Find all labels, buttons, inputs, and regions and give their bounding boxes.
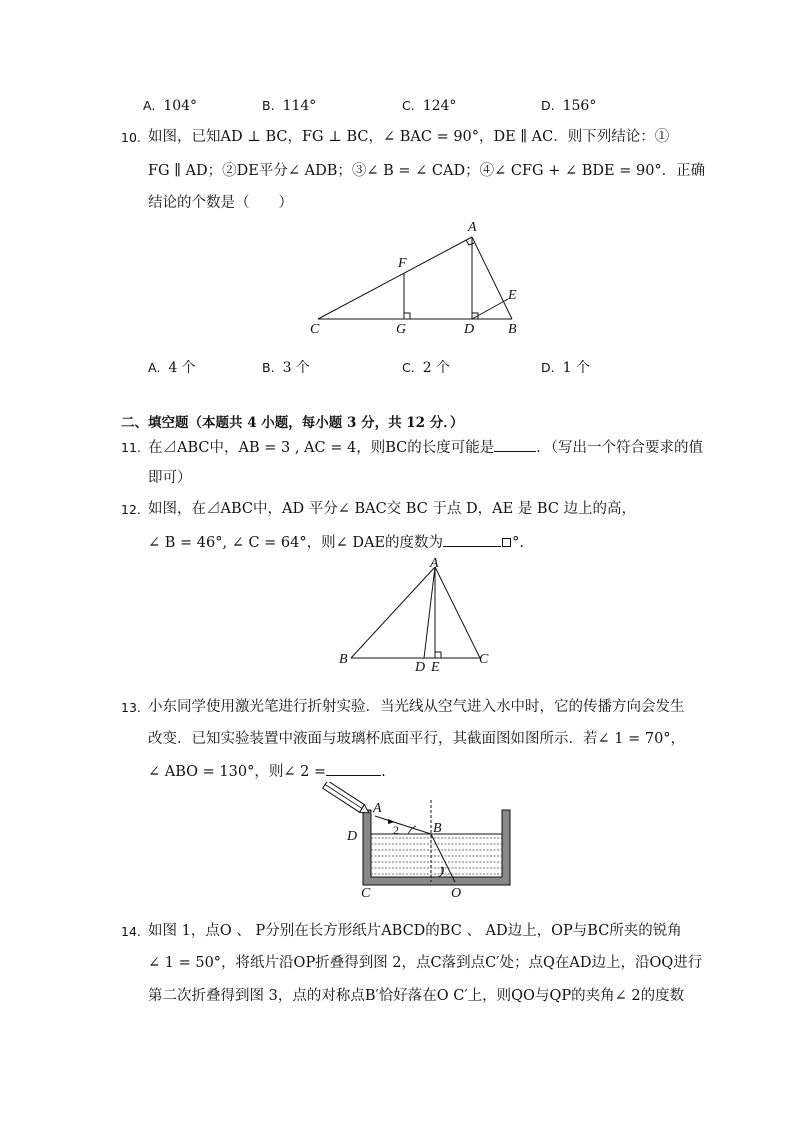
q10-option-a: A. 4 个 [148,360,196,376]
q14-number: 14. [121,924,141,939]
q12-label-c: C [479,652,489,667]
q12-number: 12. [121,502,141,517]
q11-number: 11. [121,440,141,455]
q10-line2: FG ∥ AD；②DE平分∠ ADB；③∠ B = ∠ CAD；④∠ CFG + ∠ BDE = 90°．正确 [148,163,706,179]
q13-label-o: O [451,886,462,900]
q12-label-e: E [431,660,440,675]
q10-option-d: D. 1 个 [541,360,590,376]
q10-label-f: F [398,256,407,271]
q13-answer-blank[interactable] [326,761,381,776]
q10-label-e: E [508,288,517,303]
q10-triangle-figure [300,215,540,340]
q10-label-d: D [464,322,475,337]
q13-label-2: 2 [393,823,399,837]
q13-line3: ∠ ABO = 130°，则∠ 2 = . [148,761,386,782]
q12-label-a: A [430,556,439,571]
q10-option-b: B. 3 个 [262,360,310,376]
laser-pen-icon [323,782,372,817]
q13-label-a: A [373,801,382,816]
q13-line1: 小东同学使用激光笔进行折射实验．当光线从空气进入水中时，它的传播方向会发生 [148,699,685,715]
q10-line1: 如图，已知AD ⊥ BC，FG ⊥ BC，∠ BAC = 90°，DE ∥ AC．则下列结论：① [148,129,670,145]
q13-label-d: D [347,829,358,844]
q14-line2: ∠ 1 = 50°，将纸片沿OP折叠得到图 2，点C落到点C′处；点Q在AD边上，沿OQ进行 [148,955,703,971]
q13-label-c: C [361,886,371,900]
q11-answer-blank[interactable] [494,437,536,452]
q12-triangle-figure [335,555,495,675]
q10-number: 10. [121,130,141,145]
q10-option-c: C. 2 个 [402,360,451,376]
q13-label-1: 1 [439,863,445,877]
q9-option-d: D. 156° [541,98,597,114]
q12-label-b: B [339,652,348,667]
q12-line2: ∠ B = 46°, ∠ C = 64°，则∠ DAE的度数为 °. [148,532,524,553]
q11-line2: 即可） [148,470,192,486]
q12-label-d: D [415,660,426,675]
q13-line2: 改变．已知实验装置中液面与玻璃杯底面平行，其截面图如图所示．若∠ 1 = 70°， [148,731,686,747]
q10-line3: 结论的个数是（ ） [148,195,293,211]
q14-line3: 第二次折叠得到图 3，点的对称点B′恰好落在O C′上，则QO与QP的夹角∠ 2的度数 [148,988,685,1004]
q10-label-g: G [396,322,407,337]
q10-label-b: B [508,322,517,337]
q14-line1: 如图 1，点O 、 P分别在长方形纸片ABCD的BC 、 AD边上，OP与BC所夹的锐角 [148,923,682,939]
q9-option-c: C. 124° [402,98,457,114]
q9-option-a: A. 104° [143,98,198,114]
q13-refraction-figure [315,782,525,900]
q9-option-b: B. 114° [262,98,317,114]
q13-number: 13. [121,700,141,715]
section-title: 二、填空题（本题共 4 小题，每小题 3 分，共 12 分．） [121,415,464,431]
q12-line1: 如图，在⊿ABC中，AD 平分∠ BAC交 BC 于点 D，AE 是 BC 边上的高， [148,501,637,517]
q13-label-b: B [433,821,442,836]
placeholder-box-icon [502,538,511,547]
q11-line1: 在⊿ABC中，AB = 3 , AC = 4，则BC的长度可能是 ．（写出一个符合要求的值 [148,437,703,458]
q10-label-c: C [310,322,320,337]
q12-answer-blank[interactable] [443,532,501,547]
q10-label-a: A [468,220,477,235]
